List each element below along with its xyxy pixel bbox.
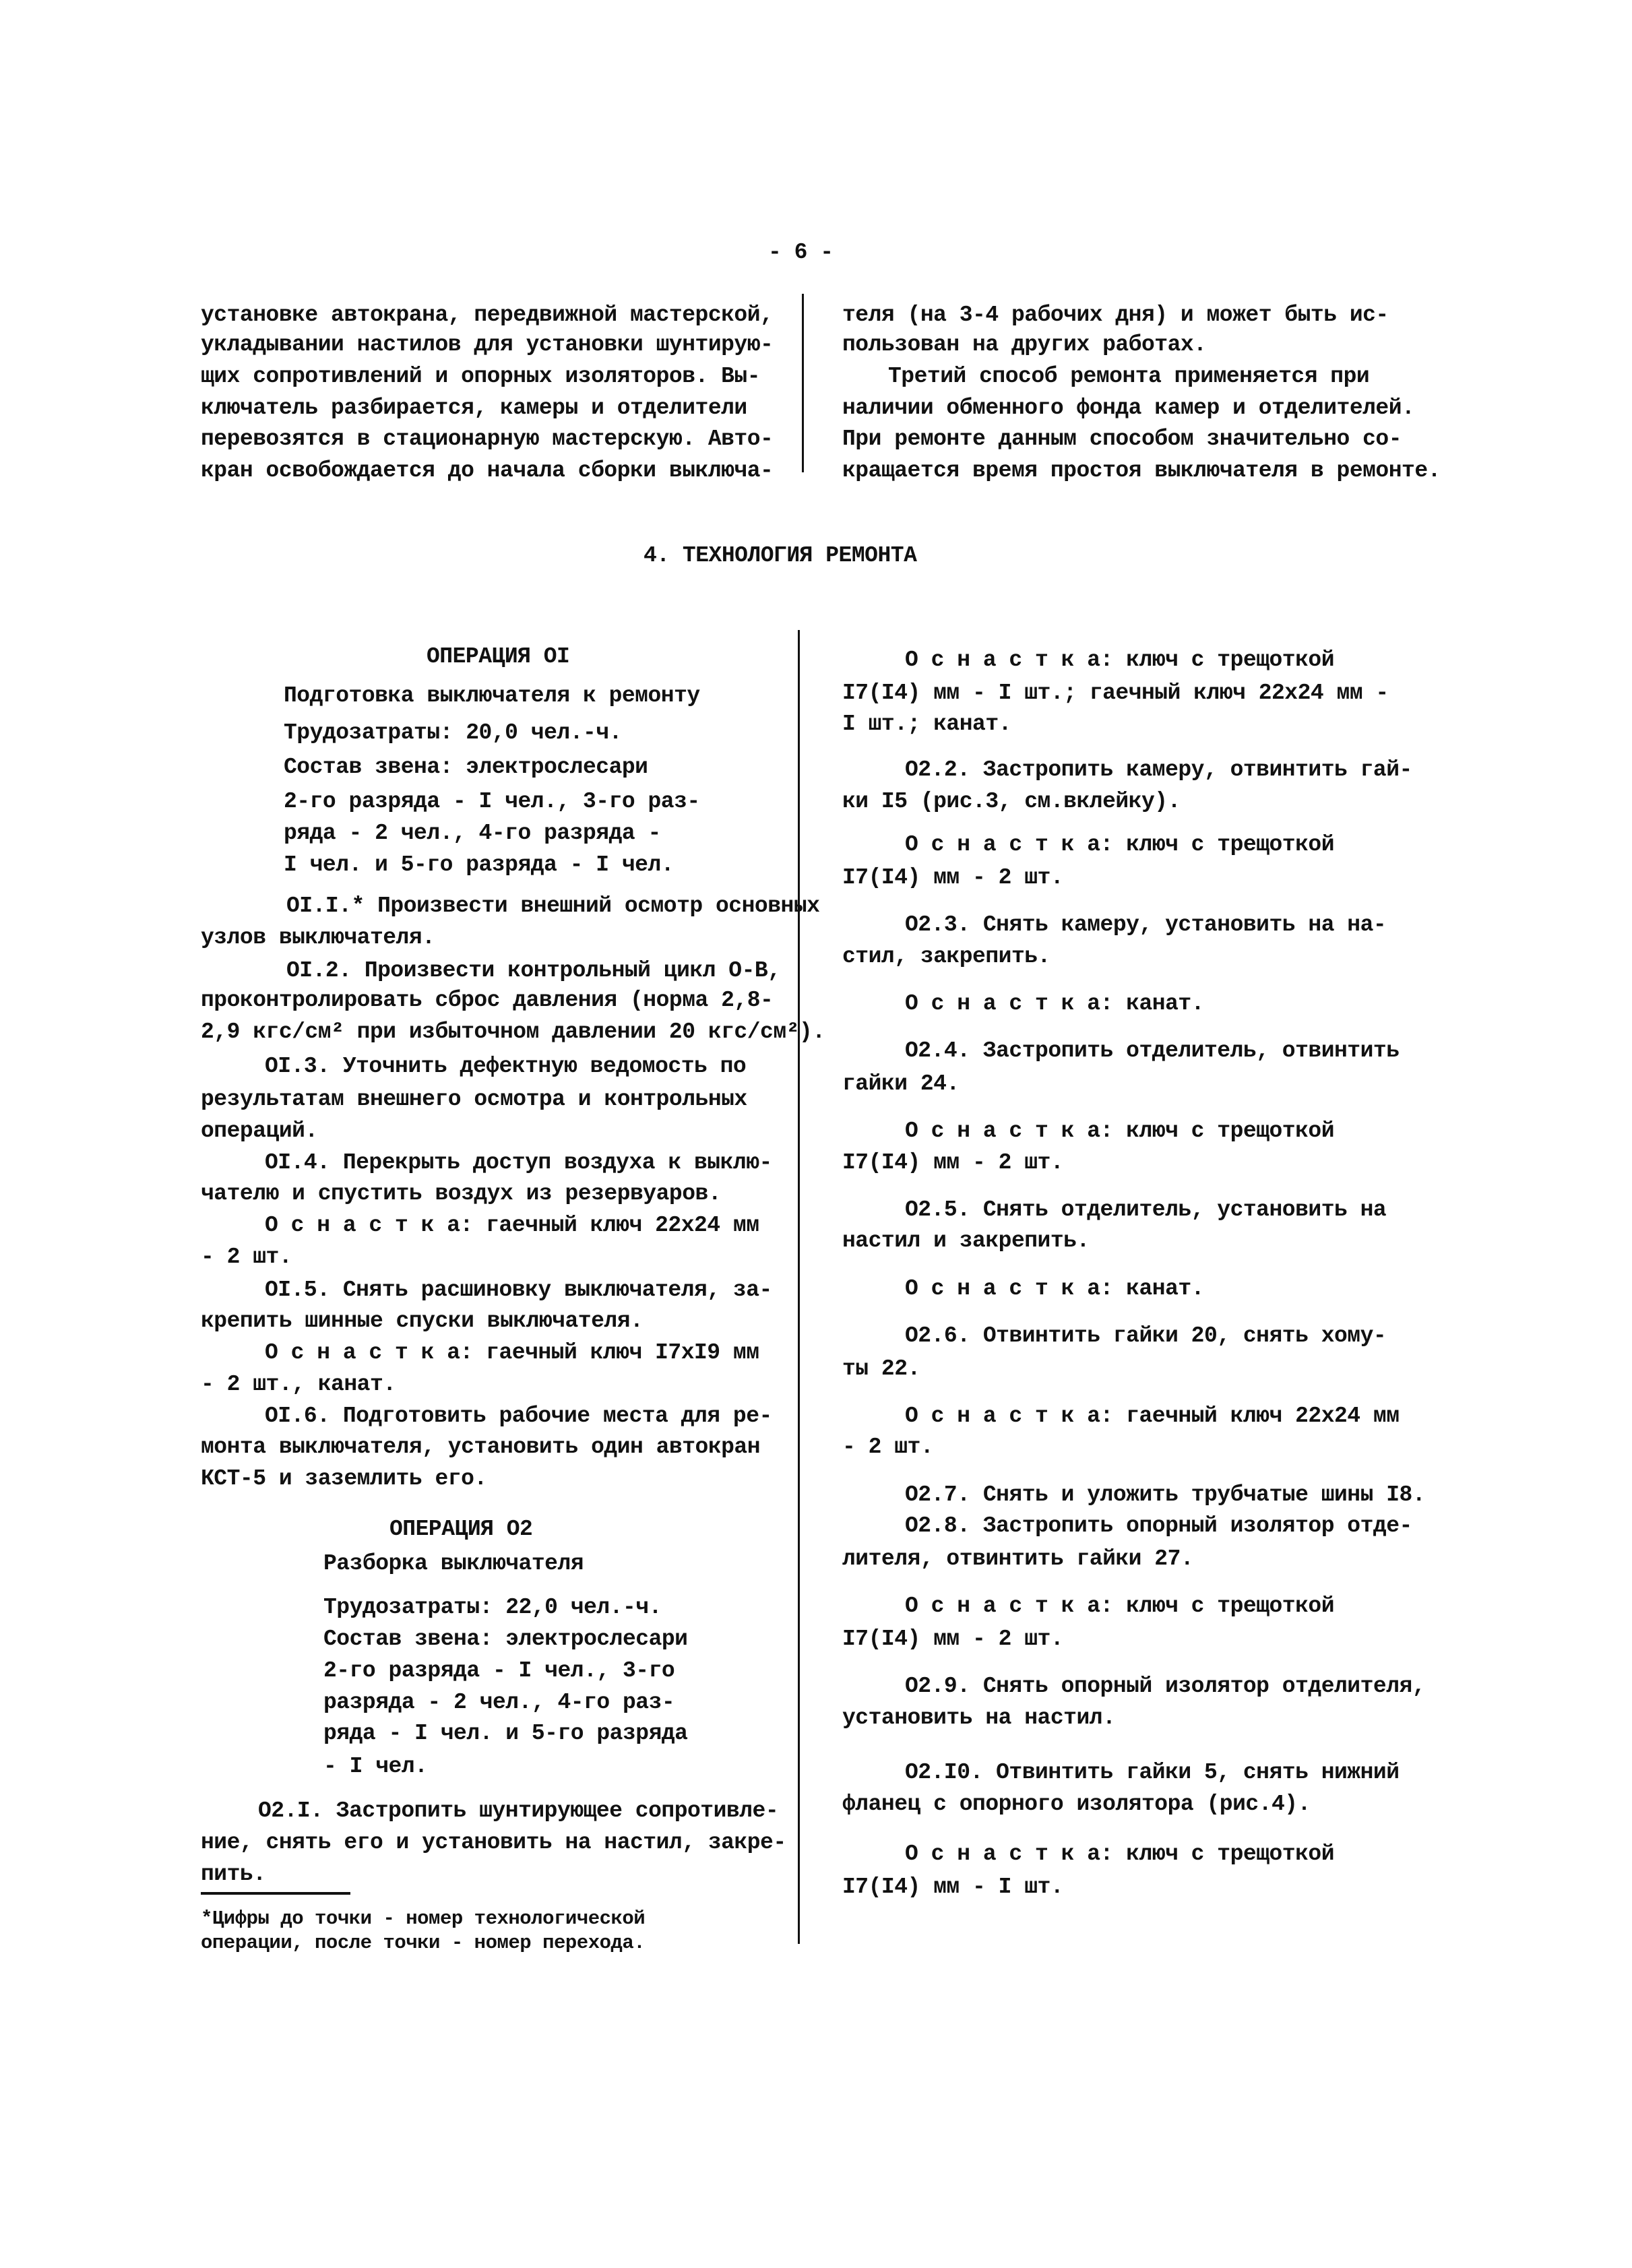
column-divider-top [802,294,804,472]
body-left-line: Подготовка выключателя к ремонту [284,683,700,708]
top-left-line: кран освобождается до начала сборки выключа- [201,458,774,483]
body-left-line: 2-го разряда - I чел., 3-го раз- [284,789,700,814]
body-footnote-line: операции, после точки - номер перехода. [201,1932,646,1954]
body-right-line: настил и закрепить. [842,1228,1090,1253]
top-right-line: наличии обменного фонда камер и отделителей. [842,396,1415,420]
body-right-line: I шт.; канат. [842,712,1011,736]
body-right-line: О2.I0. Отвинтить гайки 5, снять нижний [905,1760,1400,1785]
body-left-line: результатам внешнего осмотра и контрольных [201,1087,747,1112]
body-left-line: - 2 шт., канат. [201,1372,396,1397]
body-right-line: ки I5 (рис.3, см.вклейку). [842,789,1181,814]
body-right-line: фланец с опорного изолятора (рис.4). [842,1792,1311,1817]
body-left-line: Состав звена: электрослесари [284,755,648,780]
body-left-line: OI.4. Перекрыть доступ воздуха к выклю- [265,1150,772,1175]
top-right-line: теля (на 3-4 рабочих дня) и может быть ис- [842,303,1389,327]
body-right-line: О с н а с т к а: гаечный ключ 22х24 мм [905,1404,1400,1428]
body-left-line: ние, снять его и установить на настил, закре- [201,1830,786,1855]
body-left-line: Трудозатраты: 22,0 чел.-ч. [323,1595,662,1620]
body-right-line: I7(I4) мм - I шт. [842,1875,1064,1899]
body-left-line: проконтролировать сброс давления (норма 2,8- [201,988,774,1013]
body-right-line: О2.3. Снять камеру, установить на на- [905,912,1387,937]
body-left-line: - 2 шт. [201,1245,292,1269]
footnote-rule [201,1892,350,1895]
body-right-line: I7(I4) мм - 2 шт. [842,1150,1064,1175]
body-left-line: О с н а с т к а: гаечный ключ 22х24 мм [265,1213,759,1238]
page-number: - 6 - [768,240,834,265]
body-right-line: О с н а с т к а: ключ с трещоткой [905,832,1335,857]
top-left-line: перевозятся в стационарную мастерскую. Авто- [201,427,774,451]
body-left-line: 2-го разряда - I чел., 3-го [323,1658,675,1683]
top-left-line: щих сопротивлений и опорных изоляторов. Вы- [201,364,761,389]
body-right-line: О с н а с т к а: канат. [905,1276,1204,1301]
body-left-line: КСТ-5 и заземлить его. [201,1466,487,1491]
top-left-line: установке автокрана, передвижной мастерской, [201,303,774,327]
column-divider-main [798,630,800,1944]
body-left-line: О2.I. Застропить шунтирующее сопротивле- [258,1798,779,1823]
top-right-line: пользован на других работах. [842,332,1207,357]
body-right-line: гайки 24. [842,1071,960,1096]
body-right-line: ты 22. [842,1356,920,1381]
body-right-line: О2.2. Застропить камеру, отвинтить гай- [905,757,1412,782]
section-title: 4. ТЕХНОЛОГИЯ РЕМОНТА [644,543,917,568]
body-left-line: узлов выключателя. [201,925,435,950]
body-left-line: OI.5. Снять расшиновку выключателя, за- [265,1278,772,1302]
body-right-line: О2.9. Снять опорный изолятор отделителя, [905,1674,1426,1699]
top-left-line: укладывании настилов для установки шунтирую- [201,332,774,357]
body-left-line: ОПЕРАЦИЯ О2 [389,1517,533,1542]
body-right-line: - 2 шт. [842,1435,934,1459]
body-left-line: OI.6. Подготовить рабочие места для ре- [265,1404,772,1428]
body-left-line: О с н а с т к а: гаечный ключ I7хI9 мм [265,1340,759,1365]
body-left-line: - I чел. [323,1754,428,1779]
body-left-line: монта выключателя, установить один автокран [201,1435,761,1459]
body-left-line: разряда - 2 чел., 4-го раз- [323,1690,675,1715]
body-right-line: О2.6. Отвинтить гайки 20, снять хому- [905,1323,1387,1348]
top-right-line: Третий способ ремонта применяется при [888,364,1370,389]
body-left-line: Трудозатраты: 20,0 чел.-ч. [284,720,622,745]
body-left-line: OI.I.* Произвести внешний осмотр основных [286,893,820,918]
body-right-line: I7(I4) мм - 2 шт. [842,865,1064,890]
body-right-line: I7(I4) мм - I шт.; гаечный ключ 22х24 мм - [842,681,1389,705]
body-right-line: О2.5. Снять отделитель, установить на [905,1197,1387,1222]
body-left-line: ОПЕРАЦИЯ OI [427,644,570,669]
body-right-line: О с н а с т к а: ключ с трещоткой [905,1594,1335,1618]
body-left-line: Состав звена: электрослесари [323,1627,688,1651]
body-left-line: ряда - 2 чел., 4-го разряда - [284,821,661,846]
body-right-line: установить на настил. [842,1705,1116,1730]
body-left-line: операций. [201,1119,318,1143]
body-right-line: О с н а с т к а: ключ с трещоткой [905,1119,1335,1143]
body-left-line: пить. [201,1862,266,1887]
body-footnote-line: *Цифры до точки - номер технологической [201,1908,646,1930]
body-right-line: стил, закрепить. [842,944,1050,969]
body-right-line: О2.4. Застропить отделитель, отвинтить [905,1038,1400,1063]
body-left-line: чателю и спустить воздух из резервуаров. [201,1181,722,1206]
body-right-line: О2.7. Снять и уложить трубчатые шины I8. [905,1482,1426,1507]
body-left-line: крепить шинные спуски выключателя. [201,1309,644,1333]
body-right-line: О с н а с т к а: ключ с трещоткой [905,1841,1335,1866]
body-left-line: Разборка выключателя [323,1551,584,1576]
body-left-line: ряда - I чел. и 5-го разряда [323,1721,688,1746]
body-right-line: О с н а с т к а: ключ с трещоткой [905,648,1335,672]
body-right-line: лителя, отвинтить гайки 27. [842,1546,1194,1571]
body-right-line: О2.8. Застропить опорный изолятор отде- [905,1513,1412,1538]
body-left-line: OI.2. Произвести контрольный цикл О-В, [286,958,781,983]
body-left-line: OI.3. Уточнить дефектную ведомость по [265,1054,747,1079]
top-left-line: ключатель разбирается, камеры и отделители [201,396,747,420]
top-right-line: При ремонте данным способом значительно со- [842,427,1402,451]
body-left-line: 2,9 кгс/см² при избыточном давлении 20 кгс/см²). [201,1019,825,1044]
top-right-line: кращается время простоя выключателя в ремонте. [842,458,1441,483]
body-right-line: О с н а с т к а: канат. [905,991,1204,1016]
body-right-line: I7(I4) мм - 2 шт. [842,1627,1064,1651]
body-left-line: I чел. и 5-го разряда - I чел. [284,852,674,877]
